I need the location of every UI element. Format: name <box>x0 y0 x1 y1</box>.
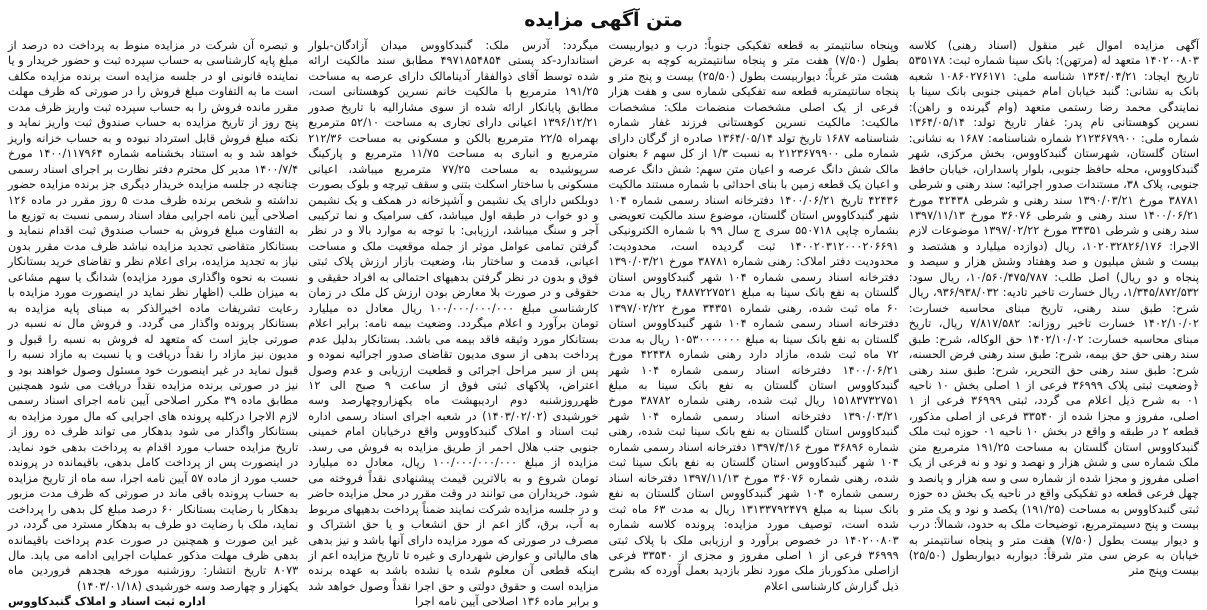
notice-column-1-text: آگهی مزایده اموال غیر منقول (اسناد رهنی) کلاسه ۱۴۰۲۰۰۸۰۳ متعهد له (مرتهن): بانک سینا شماره ثبت: ۵۳۵۱۷۸ تاریخ ایجاد: ۱۳۶۴/۰۴/۲۱ شناسه ملی: ۱۰۸۶۰۲۷۶۱۷۱ شعبه بانک به نشانی: گنبد خیابان امام خمینی جنوبی بانک سینا با نمایندگی محمد رضا رستمی متعهد (وام گیرنده و راهن): نسرین کوهستانی نام پدر: غفار تاریخ تولد: ۱۳۶۴/۰۵/۱۴ شماره ملی: ۲۱۲۳۶۷۹۹۰۰ شماره شناسنامه: ۱۶۸۷ به نشانی: استان گلستان، شهرستان گنبدکاووس، بخش مرکزی، شهر گنبدکاووس، محله حافظ جنوبی، بلوار پاسداران، خیابان حافظ جنوبی، پلاک ۳۸، مستندات صدور اجرائیه: سند رهنی و شرطی ۳۸۷۸۱ مورخ ۱۳۹۰/۰۳/۲۱ سند رهنی و شرطی ۴۲۴۳۸ مورخ ۱۴۰۰/۰۶/۲۱ سند رهنی و شرطی ۳۶۰۷۶ مورخ ۱۳۹۷/۱۱/۱۳ سند رهنی و شرطی ۳۴۳۵۱ مورخ ۱۳۹۷/۰۲/۲۲ موضوعات لازم الاجرا: ۱۰۲۰۳۲۸۲۶/۱۷۶، ریال (دوازده میلیارد و هشتصد و بیست و شش میلیون و صد وهفتاد وشش هزار و سیصد و پنجاه و دو ریال) اصل طلب: ۱۰/۵۶۰/۴۷۵/۷۸۷، ریال سود: ۱/۳۴۵/۸۷۲/۵۳۲، ریال خسارت تاخیر تادیه: ۹۳۶/۹۳۸/۰۳۲، ریال شرح: طبق سند رهنی، تاریخ مبنای محاسبه خسارت: ۱۴۰۲/۱۰/۰۲ خسارت تاخیر روزانه: ۷/۸۱۷/۵۸۲ ریال، تاریخ مبنای محاسبه خسارت: ۱۴۰۲/۱۰/۰۲ حق الوکاله، شرح: طبق سند رهنی حق حق بیمه، شرح: طبق سند رهنی فرض الحسنه، شرح: طبق سند رهنی حق التحریر، شرح: طبق سند رهنی ﴿وضعیت ثبتی پلاک ۳۶۹۹۹ فرعی از ۱ اصلی بخش ۱۰ ناحیه ۰۱ به شرح ذیل اعلام می گردد، ثبتی ۳۶۹۹۹ فرعی از ۱ اصلی، مفروز و مجزا شده از ۳۳۵۴۰ فرعی از اصلی مذکور، قطعه ۲ در طبقه و واقع در بخش ۱۰ ناحیه ۰۱ حوزه ثبت ملک گنبدکاووس استان گلستان به مساحت ۱۹۱/۲۵ مترمربع متن ملک شماره سی و شش هزار و نهصد و نود و نه فرعی از یک اصلی مفروز و مجزا شده از شماره سی و سه هزار و پانصد و چهل فرعی قطعه دو تفکیکی واقع در ناحیه یک بخش ده حوزه ثبتی گنبدکاووس به مساحت (۱۹۱/۲۵) یکصد و نود و یک متر و بیست و پنج دسیمترمربع، توضیحات ملک به حدود، شمالاً: درب و دیوار بیست بطول (۷/۵۰) هفت متر و پنجاه سانتیمتر به خیابان به عرض سی متر شرقاً: دیواربه دیواربطول (۲۵/۵۰) بیست وپنج متر <box>908 39 1200 578</box>
notice-column-2 <box>608 38 899 593</box>
notice-title: متن آگهی مزایده <box>524 9 683 31</box>
notice-column-4 <box>8 38 299 609</box>
notice-columns <box>8 38 1200 609</box>
notice-column-3-text: میگردد: آدرس ملک: گنبدکاووس میدان آزادگان-بلوار استاندارد-کد پستی ۴۹۷۱۸۵۴۸۵۴ مطابق سند مالکیت ارائه شده توسط آقای ذوالفقار آدینامالک دارای عرصه به مساحت ۱۹۱/۲۵ مترمربع با مالکیت خانم نسرین کوهستانی است، مطابق پایانکار ارائه شده از سوی مشارالیه با تاریخ صدور ۱۳۹۶/۱۲/۲۱ اعیانی دارای تجاری به مساحت ۵۲/۱۰ مترمربع بهمراه ۲۲/۵ مترمربع بالکن و مسکونی به مساحت ۲۱۲/۳۶ مترمربع و انباری به مساحت ۱۱/۷۵ مترمربع و پارکینگ سرپوشیده به مساحت ۷۷/۲۵ مترمربع میباشد، اعیانی مسکونی با ساختار اسکلت بتنی و سقف تیرچه و بلوک بصورت دوبلکس دارای یک نشیمن و آشپزخانه در همکف و یک نشیمن و دو خواب در طبقه اول میباشد، کف سرامیک و نما ترکیبی آجر و سنگ میباشد، ارزیابی: با توجه به موارد بالا و در نظر گرفتن تمامی عوامل موثر از جمله موقعیت ملک و مساحت اعیانی، قدمت و ساختار بنا، وضعیت بازار ارزش پلاک ثبتی فوق و بدون در نظر گرفتن بدهیهای احتمالی به افراد حقیقی و حقوقی و در صورت بلا معارض بودن ارزش کل ملک در زمان کارشناسی مبلغ ۱۰۰/۰۰۰/۰۰۰/۰۰۰ ریال معادل ده میلیارد تومان برآورد و اعلام میگردد. وضعیت بیمه نامه: برابر اعلام بستانکار مورد وثیقه فاقد بیمه می باشد. بستانکار بدلیل عدم پرداخت بدهی از سوی مدیون تقاضای صدور اجرائیه نموده و پس از سیر مراحل اجرائی و قطعیت ارزیابی و عدم وصول اعتراض، پلاکهای ثبتی فوق از ساعت ۹ صبح الی ۱۲ ظهرروزشنبه دوم اردیبهشت ماه یکهزاروچهارصد وسه خورشیدی (۱۴۰۳/۰۲/۰۲) در شعبه اجرای اسناد رسمی اداره ثبت اسناد و املاک گنبدکاووس واقع درخیابان امام خمینی جنوبی جنب هلال احمر از طریق مزایده به فروش می رسد. مزایده از مبلغ ۱۰۰/۰۰۰/۰۰۰/۰۰۰ ریال، معادل ده میلیارد تومان شروع و به بالاترین قیمت پیشنهادی نقداً فروخته می شود. خریداران می توانند در وقت مقرر در محل مزایده حاضر و در جلسه مزایده شرکت نمایند ضمناً پرداخت بدهیهای مربوط به آب، برق، گاز اعم از حق انشعاب و یا حق اشتراک و مصرف در صورتی که مورد مزایده دارای آنها باشد و نیز بدهی های مالیاتی و عوارض شهرداری و غیره تا تاریخ مزایده اعم از اینکه قطعی آن معلوم شده یا نشده باشد به عهده برنده مزایده است و حقوق دولتی و حق اجرا نقداً وصول خواهد شد و برابر ماده ۱۳۶ اصلاحی آیین نامه اجرا <box>308 39 599 609</box>
notice-column-4-text: و تبصره آن شرکت در مزایده منوط به پرداخت ده درصد از مبلغ پایه کارشناسی به حساب سپرده ثبت و حضور خریدار و یا نماینده قانونی او در جلسه مزایده است برنده مزایده مکلف است ما به التفاوت مبلغ فروش را در صورتی که ظرف مهلت مقرر مانده فروش را به حساب سپرده ثبت واریز ظرف مدت پنج روز از تاریخ مزایده به حساب صندوق ثبت واریز نماید و نکته مبلغ فروش قابل استرداد نبوده و به حساب خزانه واریز خواهد شد و به استناد بخشنامه شماره ۱۴۰۰/۱۱۷۹۶۴ مورخ ۱۴۰۰/۷/۴ مدیر کل محترم دفتر نظارت بر اجرای اسناد رسمی چنانچه در جلسه مزایده خریدار دیگری جز برنده مزایده حضور نداشته و شخص برنده ظرف مدت ۵ روز مقرر در ماده ۱۲۶ اصلاحی آیین نامه اجرایی مفاد اسناد رسمی نسبت به توزیع ما به التفاوت مبلغ فروش به حساب صندوق ثبت اقدام ننماید و بستانکار متقاضی تجدید مزایده نباشد ظرف مدت مقرر بدون نیاز به تجدید مزایده، برای اعلام نظر و تقاضای خرید بستانکار نسبت به نحوه واگذاری مورد مزایده) شدانگ یا سهم مشاعی به میزان طلب (اظهار نظر نماید در اینصورت مورد مزایده با رعایت تشریفات ماده اخیرالذکر به مبنای پایه مزایده به بستانکار پرونده واگذار می گردد. و فروش مال نه نسبه در صورتی جایز است که متعهد له فروش به نسبه را قبول و مدیون نیز مازاد را نقداً دریافت و یا نسبت به مازاد نسبه را قبول نماید در غیر اینصورت خود مسئول وصول خواهند بود و نیز در صورتی برنده مزایده نقداً دریافت می شود همچنین مطابق ماده ۳۹ مکرر اصلاحی آیین نامه اجرای اسناد رسمی لازم الاجرا درکلیه پرونده های اجرایی که مال مورد مزایده به بستانکار واگذار می شود بدهکار می تواند ظرف ده روز از تاریخ مزایده حساب مورد اقدام به پرداخت بدهی خود نماید. در اینصورت پس از پرداخت کامل بدهی، باقیمانده در پرونده حسب مورد از ماده ۵۷ آیین نامه اجرا، سه ماه از تاریخ مزایده به حساب پرونده باقی ماند در صورتی که ظرف مدت مزبور بدهکار با رضایت بستانکار ۶۰ درصد مبلغ کل بدهی را پرداخت نماید، ملک با رضایت دو طرف به بدهکار مسترد می گردد، در غیر این صورت و همچنین در صورت عدم پرداخت باقیمانده بدهی ظرف مهلت مذکور عملیات اجرایی ادامه می یابد. مال ۸۰۷۳ تاریخ انتشار: روزشنبه مورخه هجدهم فروردین ماه یکهزار و چهارصد وسه خورشیدی (۱۴۰۳/۰۱/۱۸) <box>8 39 299 593</box>
notice-column-1 <box>908 38 1200 578</box>
notice-signature: اداره ثبت اسناد و املاک گنبدکاووس <box>8 595 206 609</box>
notice-column-2-text: وپنجاه سانتیمتر به قطعه تفکیکی جنوباً: درب و دیواربیست بطول (۷/۵۰) هفت متر و پنجاه سانتیمتربه کوچه به عرض هشت متر غرباً: دیواربیست بطول (۲۵/۵۰) بیست و پنج متر و پنجاه سانتیمتربه قطعه سه تفکیکی شماره سی و هفت هزار فرعی از یک اصلی مشخصات منضمات ملک: مشخصات مالکیت: مالکیت نسرین کوهستانی فرزند غفار شماره شناسنامه ۱۶۸۷ تاریخ تولد ۱۳۶۴/۰۵/۱۴ صادره از گرگان دارای شماره ملی ۲۱۲۳۶۷۹۹۰۰ به نسبت ۱/۳ از کل سهم ۶ بعنوان مالک شش دانگ عرصه و اعیان متن سهم: شش دانگ عرصه و اعیان یک قطعه زمین با بنای احداثی با شماره مستند مالکیت ۴۲۴۳۶ تاریخ ۱۴۰۰/۰۶/۲۱ دفترخانه اسناد رسمی شماره ۱۰۴ شهر گنبدکاووس استان گلستان، موضوع سند مالکیت تعویضی بشماره چاپی ۵۵۰۷۱۸ سری ج سال ۹۹ با شماره الکترونیکی ۱۴۰۰۲۰۳۱۲۰۰۰۲۰۶۶۹۱ ثبت گردیده است، محدودیت: محدودیت دفتر املاک: رهنی شماره ۳۸۷۸۱ مورخ ۱۳۹۰/۰۳/۲۱ دفترخانه اسناد رسمی شماره ۱۰۴ شهر گنبدکاووس استان گلستان به نفع بانک سینا به مبلغ ۴۸۸۷۲۲۷۵۲۱ ریال به مدت ۶۰ ماه ثبت شده، رهنی شماره ۳۴۳۵۱ مورخ ۱۳۹۷/۰۲/۲۲ دفترخانه اسناد رسمی شماره ۱۰۴ شهر گنبدکاووس استان گلستان به نفع بانک سینا به مبلغ ۱۰۵۳۰۰۰۰۰۰۰ ریال به مدت ۷۲ ماه ثبت شده، مازاد دارد رهنی شماره ۴۲۴۳۸ مورخ ۱۴۰۰/۰۶/۲۱ دفترخانه اسناد رسمی شماره ۱۰۴ شهر گنبدکاووس استان گلستان به نفع بانک سینا به مبلغ ۱۵۱۸۳۷۳۲۷۵۱ ریال ثبت شده، رهنی شماره ۳۸۷۸۲ مورخ ۱۳۹۰/۰۳/۲۱ دفترخانه اسناد رسمی شماره ۱۰۴ شهر گنبدکاووس استان گلستان به نفع بانک سینا ثبت شده، رهنی شماره ۳۶۸۹۶ مورخ ۱۳۹۷/۴/۱۶ دفترخانه اسناد رسمی شماره ۱۰۴ شهر گنبدکاووس استان گلستان به نفع بانک سینا ثبت شده، رهنی شماره ۳۶۰۷۶ مورخ ۱۳۹۷/۱۱/۱۳ دفترخانه اسناد رسمی شماره ۱۰۴ شهر گنبدکاووس استان گلستان به نفع بانک سینا به مبلغ ۱۳۱۳۳۷۹۲۴۷۹ ریال به مدت ۶۳ ماه ثبت شده است، توصیف مورد مزایده: پرونده کلاسه شماره ۱۴۰۲۰۰۸۰۳ در خصوص برآورد و ارزیابی ملک با پلاک ثبتی ۳۶۹۹۹ فرعی از ۱ اصلی مفروز و مجزی از ۳۳۵۴۰ فرعی ازاصلی مذکورباز ملک مورد نظر بازدید بعمل آورده که بشرح ذیل گزارش کارشناسی اعلام <box>608 39 899 593</box>
notice-column-3 <box>308 38 599 609</box>
